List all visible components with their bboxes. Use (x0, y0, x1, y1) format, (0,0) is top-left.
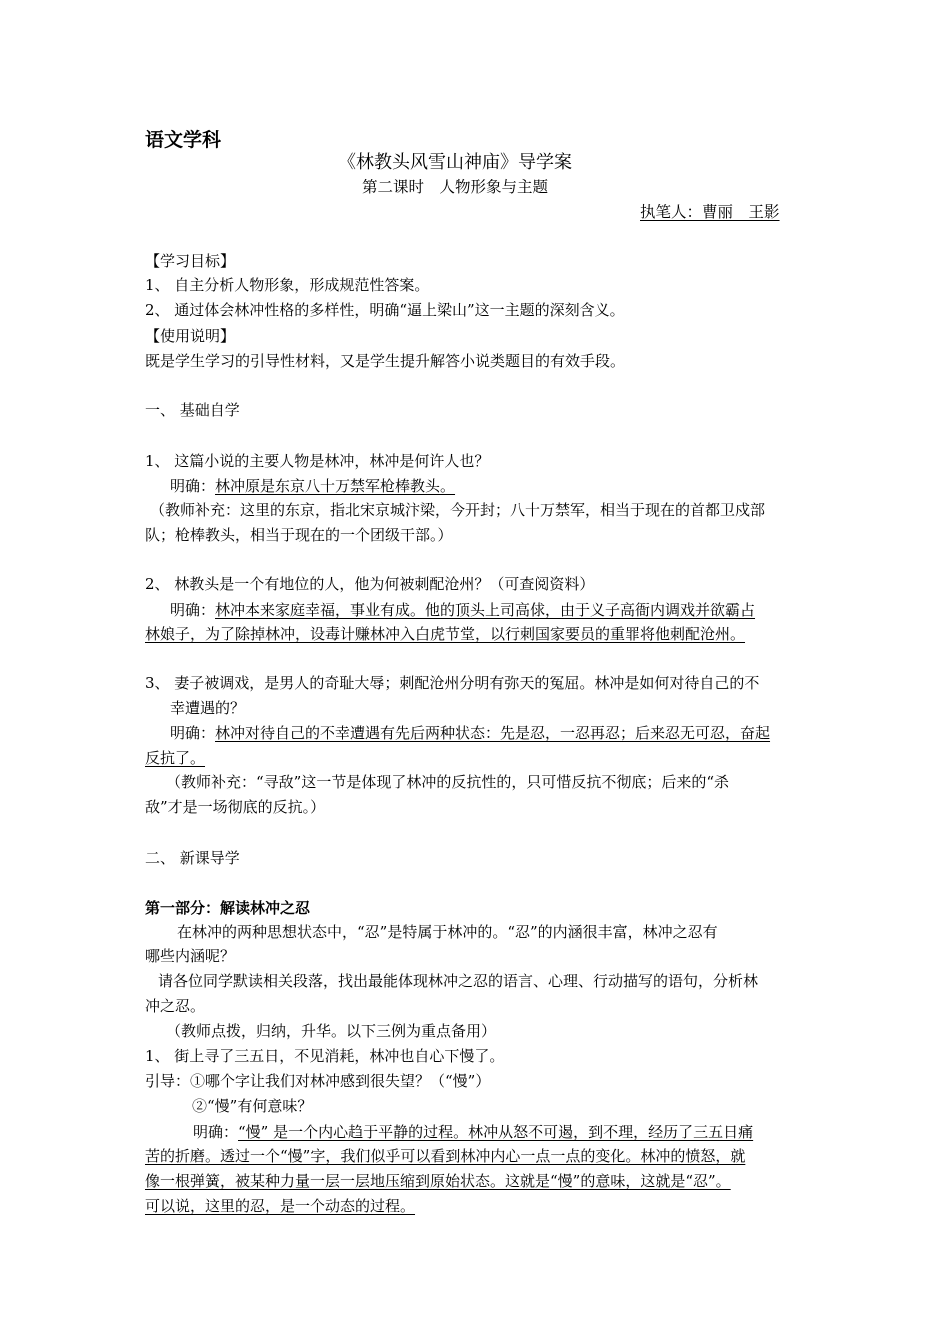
answer-text: 林冲原是东京八十万禁军枪棒教头。 (215, 477, 456, 495)
question-3-line-2: 幸遭遇的？ (170, 699, 246, 717)
usage-heading: 【使用说明】 (145, 327, 236, 345)
explanation-line-3: 像一根弹簧，被某种力量一层一层地压缩到原始状态。这就是“慢”的意味，这就是“忍”。 (145, 1172, 731, 1190)
paragraph-1-line-1: 在林冲的两种思想状态中，“忍”是特属于林冲的。“忍”的内涵很丰富，林冲之忍有 (177, 923, 718, 941)
question-3-line-1: 3、 妻子被调戏，是男人的奇耻大辱；刺配沧州分明有弥天的冤屈。林冲是如何对待自己的不 (145, 674, 760, 692)
question-1: 1、 这篇小说的主要人物是林冲，林冲是何许人也？ (145, 452, 490, 470)
answer-3-line-1 (170, 723, 770, 743)
answer-label: 明确： (193, 1123, 239, 1141)
guide-question-2: ②“慢”有何意味？ (192, 1097, 313, 1115)
section2-heading: 二、 新课导学 (145, 849, 240, 867)
example-1: 1、 街上寻了三五日，不见消耗，林冲也自心下慢了。 (145, 1047, 505, 1065)
explanation-line-2: 苦的折磨。透过一个“慢”字，我们似乎可以看到林冲内心一点一点的变化。林冲的愤怒，就 (145, 1147, 746, 1165)
goal-item-1: 1、 自主分析人物形象，形成规范性答案。 (145, 276, 430, 294)
usage-text: 既是学生学习的引导性材料，又是学生提升解答小说类题目的有效手段。 (145, 352, 626, 370)
explanation-line-4: 可以说，这里的忍，是一个动态的过程。 (145, 1197, 416, 1215)
teacher-note-1-line-2: 队；枪棒教头，相当于现在的一个团级干部。） (145, 526, 453, 544)
paragraph-2-line-2: 冲之忍。 (145, 997, 206, 1015)
answer-1 (170, 476, 455, 496)
answer-text: 林冲本来家庭幸福，事业有成。他的顶头上司高俅，由于义子高衙内调戏并欲霸占 (215, 601, 756, 619)
answer-label: 明确： (170, 477, 216, 495)
answer-label: 明确： (170, 724, 216, 742)
explanation-line-1 (193, 1122, 753, 1142)
guide-question-1: 引导：①哪个字让我们对林冲感到很失望？（“慢”） (145, 1072, 491, 1090)
answer-2-line-2: 林娘子，为了除掉林冲，设毒计赚林冲入白虎节堂，以行刺国家要员的重罪将他刺配沧州。 (145, 625, 746, 643)
answer-text: 林冲对待自己的不幸遭遇有先后两种状态：先是忍，一忍再忍；后来忍无可忍，奋起 (215, 724, 771, 742)
answer-text: “慢” 是一个内心趋于平静的过程。林冲从怒不可遏，到不理，经历了三五日痛 (238, 1123, 754, 1141)
document-title: 《林教头风雪山神庙》导学案 (338, 152, 572, 173)
paragraph-2-line-1: 请各位同学默读相关段落，找出最能体现林冲之忍的语言、心理、行动描写的语句，分析林 (158, 972, 759, 990)
question-2: 2、 林教头是一个有地位的人，他为何被刺配沧州？（可查阅资料） (145, 575, 595, 593)
goals-heading: 【学习目标】 (145, 252, 236, 270)
teacher-note-3-line-1: （教师补充：“寻敌”这一节是体现了林冲的反抗性的，只可惜反抗不彻底；后来的“杀 (166, 773, 730, 791)
section1-heading: 一、 基础自学 (145, 401, 240, 419)
answer-label: 明确： (170, 601, 216, 619)
teacher-note-1-line-1: （教师补充：这里的东京，指北宋京城汴梁，今开封；八十万禁军，相当于现在的首都卫戍部 (150, 501, 766, 519)
paragraph-1-line-2: 哪些内涵呢？ (145, 947, 236, 965)
paragraph-3: （教师点拨，归纳，升华。以下三例为重点备用） (166, 1022, 497, 1040)
subject-heading: 语文学科 (145, 129, 222, 151)
answer-3-line-2: 反抗了。 (145, 749, 206, 767)
author-line: 执笔人：曹丽 王影 (640, 203, 780, 221)
part1-heading: 第一部分：解读林冲之忍 (145, 899, 311, 917)
answer-2-line-1 (170, 600, 755, 620)
goal-item-2: 2、 通过体会林冲性格的多样性，明确“逼上梁山”这一主题的深刻含义。 (145, 301, 625, 319)
teacher-note-3-line-2: 敌”才是一场彻底的反抗。） (145, 798, 326, 816)
lesson-subtitle: 第二课时 人物形象与主题 (362, 178, 549, 196)
